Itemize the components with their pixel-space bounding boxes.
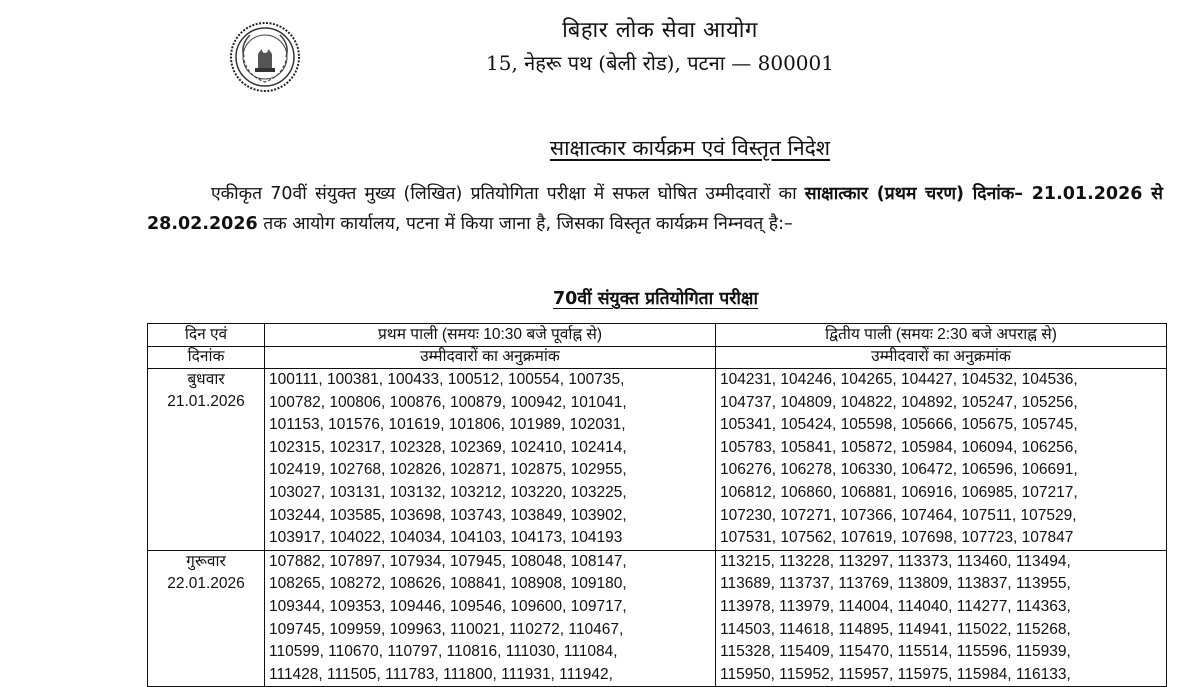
roll-number-line: 106276, 106278, 106330, 106472, 106596, 106691, [720,461,1078,479]
roll-number-line: 106812, 106860, 106881, 106916, 106985, 107217, [720,483,1078,501]
roll-number-line: 105341, 105424, 105598, 105666, 105675, 105745, [720,416,1078,434]
day-date-cell [148,369,265,551]
day-date: 21.01.2026 [167,393,245,410]
letterhead [400,16,920,78]
roll-number-line: 100111, 100381, 100433, 100512, 100554, 100735, [269,371,625,388]
page-title: साक्षात्कार कार्यक्रम एवं विस्तृत निदेश [549,136,831,160]
table-body [148,369,1167,687]
roll-number-line: 102315, 102317, 102328, 102369, 102410, 102414, [269,438,627,456]
roll-number-line: 105783, 105841, 105872, 105984, 106094, 106256, [720,438,1078,456]
roll-number-line: 104737, 104809, 104822, 104892, 105247, 105256, [720,393,1078,411]
table-row [148,550,1167,687]
col-header-rolls-2: उम्मीदवारों का अनुक्रमांक [716,347,1167,369]
roll-number-line: 113689, 113737, 113769, 113809, 113837, 113955, [720,575,1071,593]
roll-number-line: 115950, 115952, 115957, 115975, 115984, 116133, [720,665,1071,683]
roll-number-line: 100782, 100806, 100876, 100879, 100942, 101041, [269,393,627,411]
roll-number-line: 101153, 101576, 101619, 101806, 101989, 102031, [269,416,626,434]
shift1-rolls-cell [265,550,716,687]
roll-number-line: 113978, 113979, 114004, 114040, 114277, 114363, [720,597,1071,615]
org-name: बिहार लोक सेवा आयोग [562,18,758,43]
roll-number-line: 107882, 107897, 107934, 107945, 108048, 108147, [269,552,627,570]
roll-number-line: 114503, 114618, 114895, 114941, 115022, 115268, [720,620,1071,638]
exam-subtitle: 70वीं संयुक्त प्रतियोगिता परीक्षा [553,289,758,309]
roll-number-line: 104231, 104246, 104265, 104427, 104532, 104536, [720,371,1078,388]
roll-number-line: 115328, 115409, 115470, 115514, 115596, 115939, [720,643,1071,661]
org-address: 15, नेहरू पथ (बेली रोड), पटना — 800001 [486,51,834,75]
roll-number-line: 109344, 109353, 109446, 109546, 109600, 109717, [269,597,627,615]
shift2-rolls-cell [716,550,1167,687]
intro-text-2: तक आयोग कार्यालय, पटना में किया जाना है, जिसका विस्तृत कार्यक्रम निम्नवत् है:– [257,214,793,234]
roll-number-line: 108265, 108272, 108626, 108841, 108908, 109180, [269,575,627,593]
col-header-date: दिनांक [148,347,265,369]
emblem-seal-icon [228,20,302,94]
roll-number-line: 113215, 113228, 113297, 113373, 113460, 113494, [720,552,1071,570]
roll-number-line: 110599, 110670, 110797, 110816, 111030, 111084, [269,643,618,661]
intro-paragraph [147,179,1163,239]
interview-schedule-table [147,323,1167,687]
roll-number-line: 103027, 103131, 103132, 103212, 103220, 103225, [269,483,627,501]
table-row [148,369,1167,551]
col-header-rolls-1: उम्मीदवारों का अनुक्रमांक [265,347,716,369]
col-header-shift2: द्वितीय पाली (समयः 2:30 बजे अपराह्न से) [716,324,1167,347]
intro-bold-dates: साक्षात्कार (प्रथम चरण) दिनांक– 21.01.2026 से 28.02.2026 [147,184,1163,234]
shift2-rolls-cell [716,369,1167,551]
intro-text-1: एकीकृत 70वीं संयुक्त मुख्य (लिखित) प्रतियोगिता परीक्षा में सफल घोषित उम्मीदवारों का [211,184,805,204]
col-header-shift1: प्रथम पाली (समयः 10:30 बजे पूर्वाह्न से) [265,324,716,347]
roll-number-line: 103917, 104022, 104034, 104103, 104173, 104193 [269,529,623,547]
roll-number-line: 107531, 107562, 107619, 107698, 107723, 107847 [720,529,1074,547]
roll-number-line: 109745, 109959, 109963, 110021, 110272, 110467, [269,620,624,638]
day-date: 22.01.2026 [167,574,245,592]
day-name: गुरूवार [186,552,226,570]
col-header-day: दिन एवं [148,324,265,347]
day-date-cell [148,550,265,687]
shift1-rolls-cell [265,369,716,551]
roll-number-line: 103244, 103585, 103698, 103743, 103849, 103902, [269,506,627,524]
roll-number-line: 102419, 102768, 102826, 102871, 102875, 102955, [269,461,627,479]
roll-number-line: 107230, 107271, 107366, 107464, 107511, 107529, [720,506,1077,524]
day-name: बुधवार [187,371,225,388]
roll-number-line: 111428, 111505, 111783, 111800, 111931, 111942, [269,665,613,683]
